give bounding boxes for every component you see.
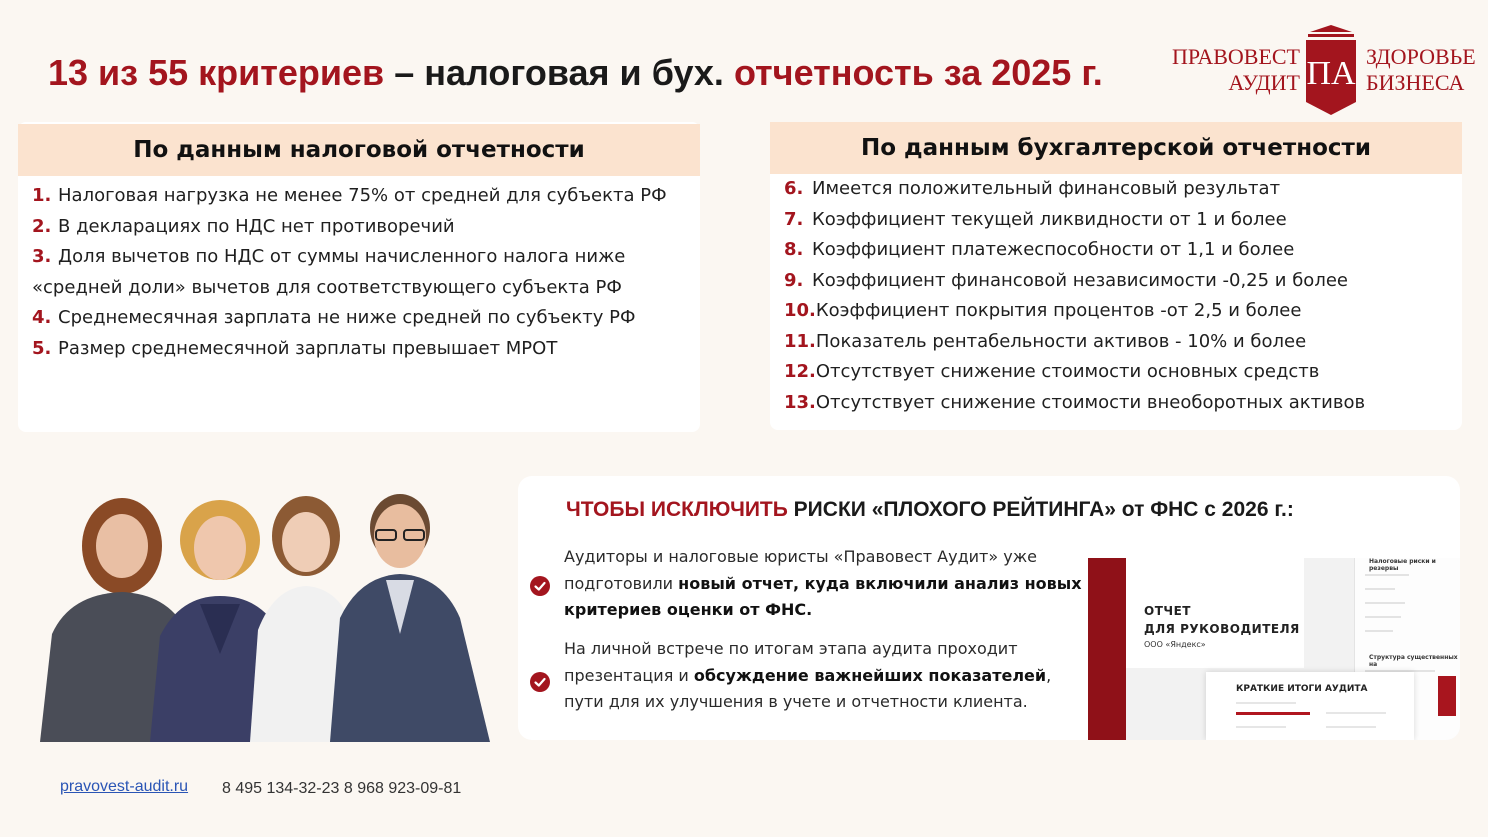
title-part-2: – налоговая и бух. [384,52,734,93]
report-card-line [1326,712,1386,714]
list-item [32,334,667,365]
promo-paragraph-2 [564,636,1084,716]
logo-left-line-1: ПРАВОВЕСТ [1172,44,1300,69]
list-item-continuation [32,273,667,304]
item-text: Отсутствует снижение стоимости основных средств [815,361,1320,382]
promo-paragraph-2-bold: обсуждение важнейших показателей [693,665,1047,685]
logo-left-text [1168,44,1300,96]
item-text: Налоговая нагрузка не менее 75% от средней для субъекта РФ [58,185,667,206]
item-text: «средней доли» вычетов для соответствующего субъекта РФ [32,276,622,298]
footer-phones: 8 495 134-32-23 8 968 923-09-81 [222,780,462,797]
item-text: Показатель рентабельности активов - 10% и более [815,330,1307,352]
check-icon [530,576,550,596]
list-item [784,205,1365,236]
item-number: 2. [32,215,52,237]
report-side-line [1365,616,1401,618]
item-text: Доля вычетов по НДС от суммы начисленного налога ниже [58,246,626,267]
logo-mark-text: ПА [1306,55,1356,92]
footer-site[interactable] [60,778,188,796]
report-summary-card [1206,672,1414,740]
report-title-line-1: ОТЧЕТ [1144,604,1191,618]
accounting-criteria-list [784,174,1365,418]
item-number: 13. [784,391,816,413]
report-card-line [1326,726,1376,728]
promo-block [518,476,1460,740]
promo-title [566,498,1294,522]
item-number: 5. [32,337,52,359]
site-link[interactable]: pravovest-audit.ru [60,778,189,795]
report-title [1144,602,1300,638]
report-preview [1088,558,1460,740]
item-text: Коэффициент покрытия процентов -от 2,5 и более [815,300,1302,321]
report-title-line-2: ДЛЯ РУКОВОДИТЕЛЯ [1144,622,1300,636]
list-item [32,242,667,273]
item-number: 6. [784,178,804,199]
promo-paragraph-1-text: Аудиторы и налоговые юристы «Правовест Аудит» уже подготовили [564,547,1037,593]
check-icon [530,672,550,692]
list-item [784,327,1365,358]
item-text: Размер среднемесячной зарплаты превышает МРОТ [58,337,558,359]
list-item [784,235,1365,266]
item-text: В декларациях по НДС нет противоречий [58,215,455,237]
accounting-panel-heading: По данным бухгалтерской отчетности [770,122,1462,174]
promo-paragraph-1-bold: новый отчет, куда включили анализ новых критериев оценки от ФНС. [564,573,1082,619]
logo-mark-icon [1300,24,1362,116]
report-side-line [1365,574,1409,576]
title-part-3: отчетность за 2025 г. [733,52,1103,93]
promo-paragraph-1 [564,544,1084,624]
list-item [784,388,1365,419]
report-card-line [1236,726,1286,728]
item-number: 12. [784,361,816,382]
report-red-block [1438,676,1456,716]
title-part-1: 13 из 55 критериев [48,52,385,93]
team-photo [30,484,492,742]
promo-title-rest: РИСКИ «ПЛОХОГО РЕЙТИНГА» от ФНС с 2026 г.: [787,498,1294,521]
item-number: 4. [32,307,52,328]
tax-panel-heading: По данным налоговой отчетности [18,124,700,176]
tax-criteria-list [32,181,667,364]
logo-right-text [1366,44,1476,96]
report-cover-stripe [1088,558,1126,740]
report-company: ООО «Яндекс» [1144,640,1206,649]
list-item [32,212,667,243]
report-side-line [1365,630,1393,632]
item-number: 1. [32,185,52,206]
item-number: 7. [784,208,804,230]
promo-paragraph-2-text: На личной встрече по итогам этапа аудита проходит презентация и [564,639,1018,685]
item-text: Коэффициент финансовой независимости -0,25 и более [812,269,1348,291]
report-card-line [1236,702,1296,704]
item-number: 9. [784,269,804,291]
item-number: 3. [32,246,52,267]
list-item [784,296,1365,327]
report-side-line [1365,602,1405,604]
item-text: Среднемесячная зарплата не ниже средней по субъекту РФ [58,307,636,328]
list-item [784,357,1365,388]
report-card-bar [1236,712,1310,715]
list-item [784,266,1365,297]
item-text: Коэффициент платежеспособности от 1,1 и более [812,239,1295,260]
list-item [32,181,667,212]
report-side-line [1365,588,1395,590]
report-side-heading-1: Налоговые риски и резервы [1369,558,1436,572]
item-number: 8. [784,239,804,260]
item-number: 11. [784,330,816,352]
logo-right-line-2: БИЗНЕСА [1366,70,1465,95]
item-text: Коэффициент текущей ликвидности от 1 и более [812,208,1287,230]
list-item [784,174,1365,205]
item-text: Отсутствует снижение стоимости внеоборотных активов [815,391,1366,413]
report-side-heading-2: Структура существенных на [1369,654,1458,668]
report-card-title: КРАТКИЕ ИТОГИ АУДИТА [1236,684,1368,694]
item-number: 10. [784,300,816,321]
page-title [48,52,1103,94]
promo-title-accent: ЧТОБЫ ИСКЛЮЧИТЬ [566,498,788,521]
list-item [32,303,667,334]
logo-left-line-2: АУДИТ [1228,70,1300,95]
promo-paragraph-2-tail: , пути для их улучшения в учете и отчетности клиента. [564,665,1052,711]
logo-right-line-1: ЗДОРОВЬЕ [1366,44,1476,69]
company-logo [1164,24,1476,116]
item-text: Имеется положительный финансовый результат [812,178,1281,199]
